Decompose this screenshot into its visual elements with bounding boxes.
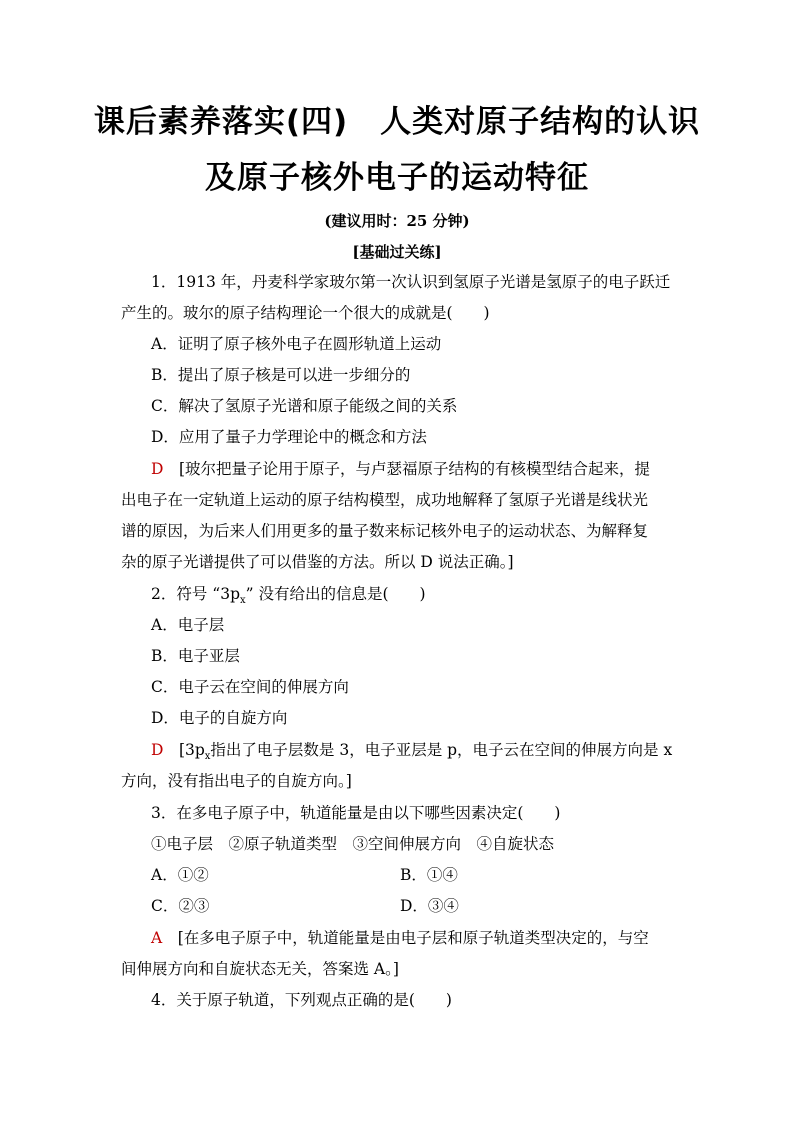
q3-stem: 3．在多电子原子中，轨道能量是由以下哪些因素决定( ) [151,804,561,822]
q3-explanation-line-1 [151,928,649,948]
q1-stem-line-1: 1．1913 年，丹麦科学家玻尔第一次认识到氢原子光谱是氢原子的电子跃迁 [151,273,671,291]
q3-option-c: C．②③ [151,897,210,915]
q1-expl-text-1: [玻尔把量子论用于原子，与卢瑟福原子结构的有核模型结合起来，提 [178,460,650,478]
q1-explanation-line-3: 谱的原因，为后来人们用更多的量子数来标记核外电子的运动状态、为解释复 [121,522,649,540]
q2-explanation-line-2: 方向，没有指出电子的自旋方向。] [121,772,352,790]
q1-explanation-line-4: 杂的原子光谱提供了可以借鉴的方法。所以 D 说法正确。] [121,553,514,571]
q1-answer: D [151,460,164,478]
q2-expl-pre: [3p [178,741,205,759]
q3-explanation-line-2: 间伸展方向和自旋状态无关，答案选 A。] [121,960,399,978]
q3-expl-text-1: [在多电子原子中，轨道能量是由电子层和原子轨道类型决定的，与空 [177,929,649,947]
q1-explanation-line-2: 出电子在一定轨道上运动的原子结构模型，成功地解释了氢原子光谱是线状光 [121,491,649,509]
q2-explanation-line-1 [151,740,672,767]
q2-answer: D [151,741,164,759]
q1-explanation-line-1 [151,459,650,479]
q3-answer: A [151,929,163,947]
q1-option-a: A．证明了原子核外电子在圆形轨道上运动 [151,335,442,353]
q2-expl-subscript: x [204,751,211,763]
section-heading: [基础过关练] [352,243,442,261]
q2-option-d: D．电子的自旋方向 [151,709,288,727]
page-title-line-1: 课后素养落实(四) 人类对原子结构的认识 [93,104,701,140]
q2-expl-text-1: 指出了电子层数是 3，电子亚层是 p，电子云在空间的伸展方向是 x [210,741,673,759]
q4-stem: 4．关于原子轨道，下列观点正确的是( ) [151,991,452,1009]
q2-option-c: C．电子云在空间的伸展方向 [151,678,349,696]
q3-option-b: B．①④ [400,866,458,884]
q1-option-b: B．提出了原子核是可以进一步细分的 [151,366,411,384]
q1-option-c: C．解决了氢原子光谱和原子能级之间的关系 [151,397,458,415]
q3-option-d: D．③④ [400,897,459,915]
q1-stem-line-2: 产生的。玻尔的原子结构理论一个很大的成就是( ) [121,304,490,322]
suggested-time: (建议用时：25 分钟) [324,212,470,230]
q1-option-d: D．应用了量子力学理论中的概念和方法 [151,428,427,446]
q3-factors: ①电子层 ②原子轨道类型 ③空间伸展方向 ④自旋状态 [151,835,555,853]
page-title-line-2: 及原子核外电子的运动特征 [205,160,589,196]
q2-stem-pre: 2．符号 “3p [151,585,240,603]
q2-stem-subscript: x [240,595,246,607]
q2-option-a: A．电子层 [151,616,225,634]
q2-option-b: B．电子亚层 [151,647,240,665]
q3-option-a: A．①② [151,866,209,884]
q2-stem [151,584,426,611]
q2-stem-post: ” 没有给出的信息是( ) [245,585,426,603]
